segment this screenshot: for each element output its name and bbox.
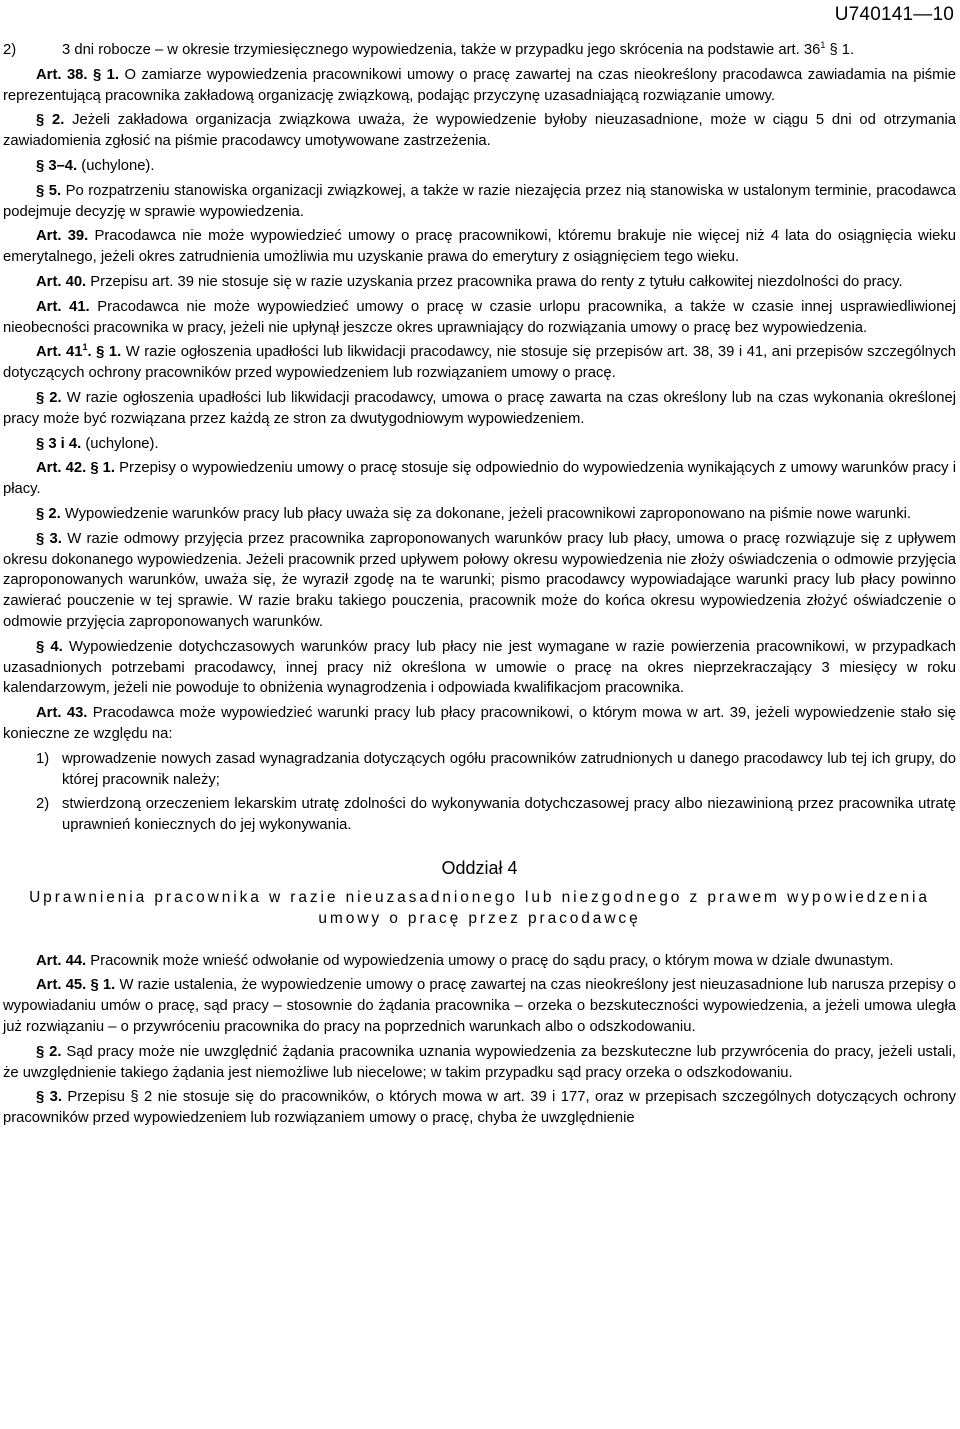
art41-1-para34: § 3 i 4. (uchylone).	[36, 435, 159, 452]
page-header-label: U740141—10	[834, 4, 954, 25]
art40-para: Art. 40. Przepisu art. 39 nie stosuje się w razie uzyskania przez pracownika prawa do renty z tytułu całkowitej niezdolności do pracy.	[36, 273, 903, 290]
art45-para3: § 3. Przepisu § 2 nie stosuje się do pracowników, o których mowa w art. 39 i 177, oraz w przepisach szczególnych dotyczących ochrony pracowników przed wypowiedzeniem lub rozwiązaniem umowy o pracę, chyba że uwzględnienie	[3, 1089, 956, 1127]
paragraph-label: § 3.	[36, 530, 62, 547]
art38-para2: § 2. Jeżeli zakładowa organizacja związkowa uważa, że wypowiedzenie byłoby nieuzasadnione, może w ciągu 5 dni od otrzymania zawiadomienia zgłosić na piśmie pracodawcy umotywowane zastrzeżenia.	[3, 112, 956, 150]
art41-para: Art. 41. Pracodawca nie może wypowiedzieć umowy o pracę w czasie urlopu pracownika, a także w czasie innej usprawiedliwionej nieobecności pracownika w pracy, jeżeli nie upłynął jeszcze okres uprawniający do rozwiązania umowy o pracę bez wypowiedzenia.	[3, 298, 956, 336]
list-text: wprowadzenie nowych zasad wynagradzania dotyczących ogółu pracowników zatrudnionych u danego pracodawcy lub tej ich grupy, do której pracownik należy;	[62, 750, 956, 788]
list-number: 2)	[3, 42, 17, 58]
art42-para2: § 2. Wypowiedzenie warunków pracy lub płacy uważa się za dokonane, jeżeli pracownikowi zaproponowano na piśmie nowe warunki.	[36, 505, 912, 522]
section-subtitle: Uprawnienia pracownika w razie nieuzasadnionego lub niezgodnego z prawem wypowiedzenia umowy o pracę przez pracodawcę	[29, 888, 930, 927]
article-label: Art. 38. § 1.	[36, 66, 120, 83]
list-item-1	[3, 749, 956, 791]
paragraph-label: § 2.	[36, 112, 65, 129]
paragraph-label: § 2.	[36, 505, 61, 522]
paragraph-label: § 5.	[36, 182, 62, 199]
paragraph-label: § 4.	[36, 638, 63, 655]
art41-1-para1: Art. $41^1$. § 1. W razie ogłoszenia upadłości lub likwidacji pracodawcy, nie stosuje się przepisów art. 38, 39 i 41, ani przepisów szczególnych dotyczących ochrony pracowników przed wypowiedzeniem lub rozwiązaniem umowy o pracę.	[3, 342, 956, 382]
document-body	[3, 40, 956, 1133]
article-label: Art. 39.	[36, 228, 89, 245]
art42-para4: § 4. Wypowiedzenie dotychczasowych warunków pracy lub płacy nie jest wymagane w razie powierzenia pracownikowi, w przypadkach uzasadnionych potrzebami pracodawcy, innej pracy niż określona w umowie o pracę na okres nieprzekraczający 3 miesięcy w roku kalendarzowym, jeżeli nie powoduje to obniżenia wynagrodzenia i odpowiada kwalifikacjom pracownika.	[3, 638, 956, 697]
art38-para1: Art. 38. § 1. O zamiarze wypowiedzenia pracownikowi umowy o pracę zawartej na czas nieokreślony pracodawca zawiadamia na piśmie reprezentującą pracownika zakładową organizację związkową, podając przyczynę uzasadniającą rozwiązanie umowy.	[3, 66, 956, 104]
list-number: 2)	[36, 796, 50, 813]
art41-1-para2: § 2. W razie ogłoszenia upadłości lub likwidacji pracodawcy, umowa o pracę zawarta na czas określony lub na czas wykonania określonej pracy może być rozwiązana przez każdą ze stron za dwutygodniowym wypowiedzeniem.	[3, 389, 956, 427]
art44-para: Art. 44. Pracownik może wnieść odwołanie od wypowiedzenia umowy o pracę do sądu pracy, o którym mowa w dziale dwunastym.	[36, 952, 894, 969]
art45-para1: Art. 45. § 1. W razie ustalenia, że wypowiedzenie umowy o pracę zawartej na czas nieokreślony jest nieuzasadnione lub narusza przepisy o wypowiadaniu umów o pracę, sąd pracy – stosownie do żądania pracownika – orzeka o bezskuteczności wypowiedzenia, a jeżeli umowa uległa już rozwiązaniu – o przywróceniu pracownika do pracy na poprzednich warunkach albo o odszkodowaniu.	[3, 977, 956, 1036]
art42-para3: § 3. W razie odmowy przyjęcia przez pracownika zaproponowanych warunków pracy lub płacy, umowa o pracę rozwiązuje się z upływem okresu dokonanego wypowiedzenia. Jeżeli pracownik przed upływem połowy okresu wypowiedzenia nie złoży oświadczenia o odmowie przyjęcia zaproponowanych warunków, uważa się, że wyraził zgodę na te warunki; pismo pracodawcy wypowiadające warunki pracy lub płacy powinno zawierać pouczenie w tej sprawie. W razie braku takiego pouczenia, pracownik może do końca okresu wypowiedzenia złożyć oświadczenie o odmowie przyjęcia zaproponowanych warunków.	[3, 530, 956, 630]
list-number: 1)	[36, 750, 50, 767]
art43-para: Art. 43. Pracodawca może wypowiedzieć warunki pracy lub płacy pracownikowi, o którym mowa w art. 39, jeżeli wypowiedzenie stało się konieczne ze względu na:	[3, 705, 956, 742]
article-label: Art. 42. § 1.	[36, 460, 116, 477]
list-item-2	[3, 40, 956, 61]
article-label: Art. 44.	[36, 952, 87, 969]
paragraph-label: § 3 i 4.	[36, 435, 82, 452]
paragraph-label: § 3.	[36, 1089, 62, 1106]
list-item-2	[3, 794, 956, 836]
article-label: Art. 43.	[36, 705, 88, 722]
paragraph-label: § 3–4.	[36, 157, 78, 174]
art39-para: Art. 39. Pracodawca nie może wypowiedzieć umowy o pracę pracownikowi, któremu brakuje nie więcej niż 4 lata do osiągnięcia wieku emerytalnego, jeżeli okres zatrudnienia umożliwia mu uzyskanie prawa do emerytury z osiągnięciem tego wieku.	[3, 228, 956, 266]
art42-para1: Art. 42. § 1. Przepisy o wypowiedzeniu umowy o pracę stosuje się odpowiednio do wypowiedzenia wynikających z umowy warunków pracy i płacy.	[3, 460, 956, 498]
article-label: Art. 41.	[36, 298, 90, 315]
paragraph-label: § 2.	[36, 1043, 62, 1060]
list-text: stwierdzoną orzeczeniem lekarskim utratę zdolności do wykonywania dotychczasowej pracy albo niezawinioną przez pracownika utratę uprawnień koniecznych do jej wykonywania.	[62, 796, 956, 834]
art45-para2: § 2. Sąd pracy może nie uwzględnić żądania pracownika uznania wypowiedzenia za bezskuteczne lub przywrócenia do pracy, jeżeli ustali, że uwzględnienie takiego żądania jest niemożliwe lub niecelowe; w takim przypadku sąd pracy orzeka o odszkodowaniu.	[3, 1043, 956, 1081]
paragraph-label: § 2.	[36, 389, 62, 406]
article-label: Art. 40.	[36, 273, 87, 290]
article-label: Art. 45. § 1.	[36, 977, 116, 994]
section-title: Oddział 4	[441, 857, 518, 878]
list-text: 3 dni robocze – w okresie trzymiesięcznego wypowiedzenia, także w przypadku jego skrócenia na podstawie art. $36^1$ § 1.	[62, 40, 855, 58]
art38-para34: § 3–4. (uchylone).	[36, 157, 155, 174]
article-label: Art. $41^1$. § 1.	[36, 342, 122, 361]
art38-para5: § 5. Po rozpatrzeniu stanowiska organizacji związkowej, a także w razie niezajęcia przez nią stanowiska w ustalonym terminie, pracodawca podejmuje decyzję w sprawie wypowiedzenia.	[3, 182, 956, 220]
